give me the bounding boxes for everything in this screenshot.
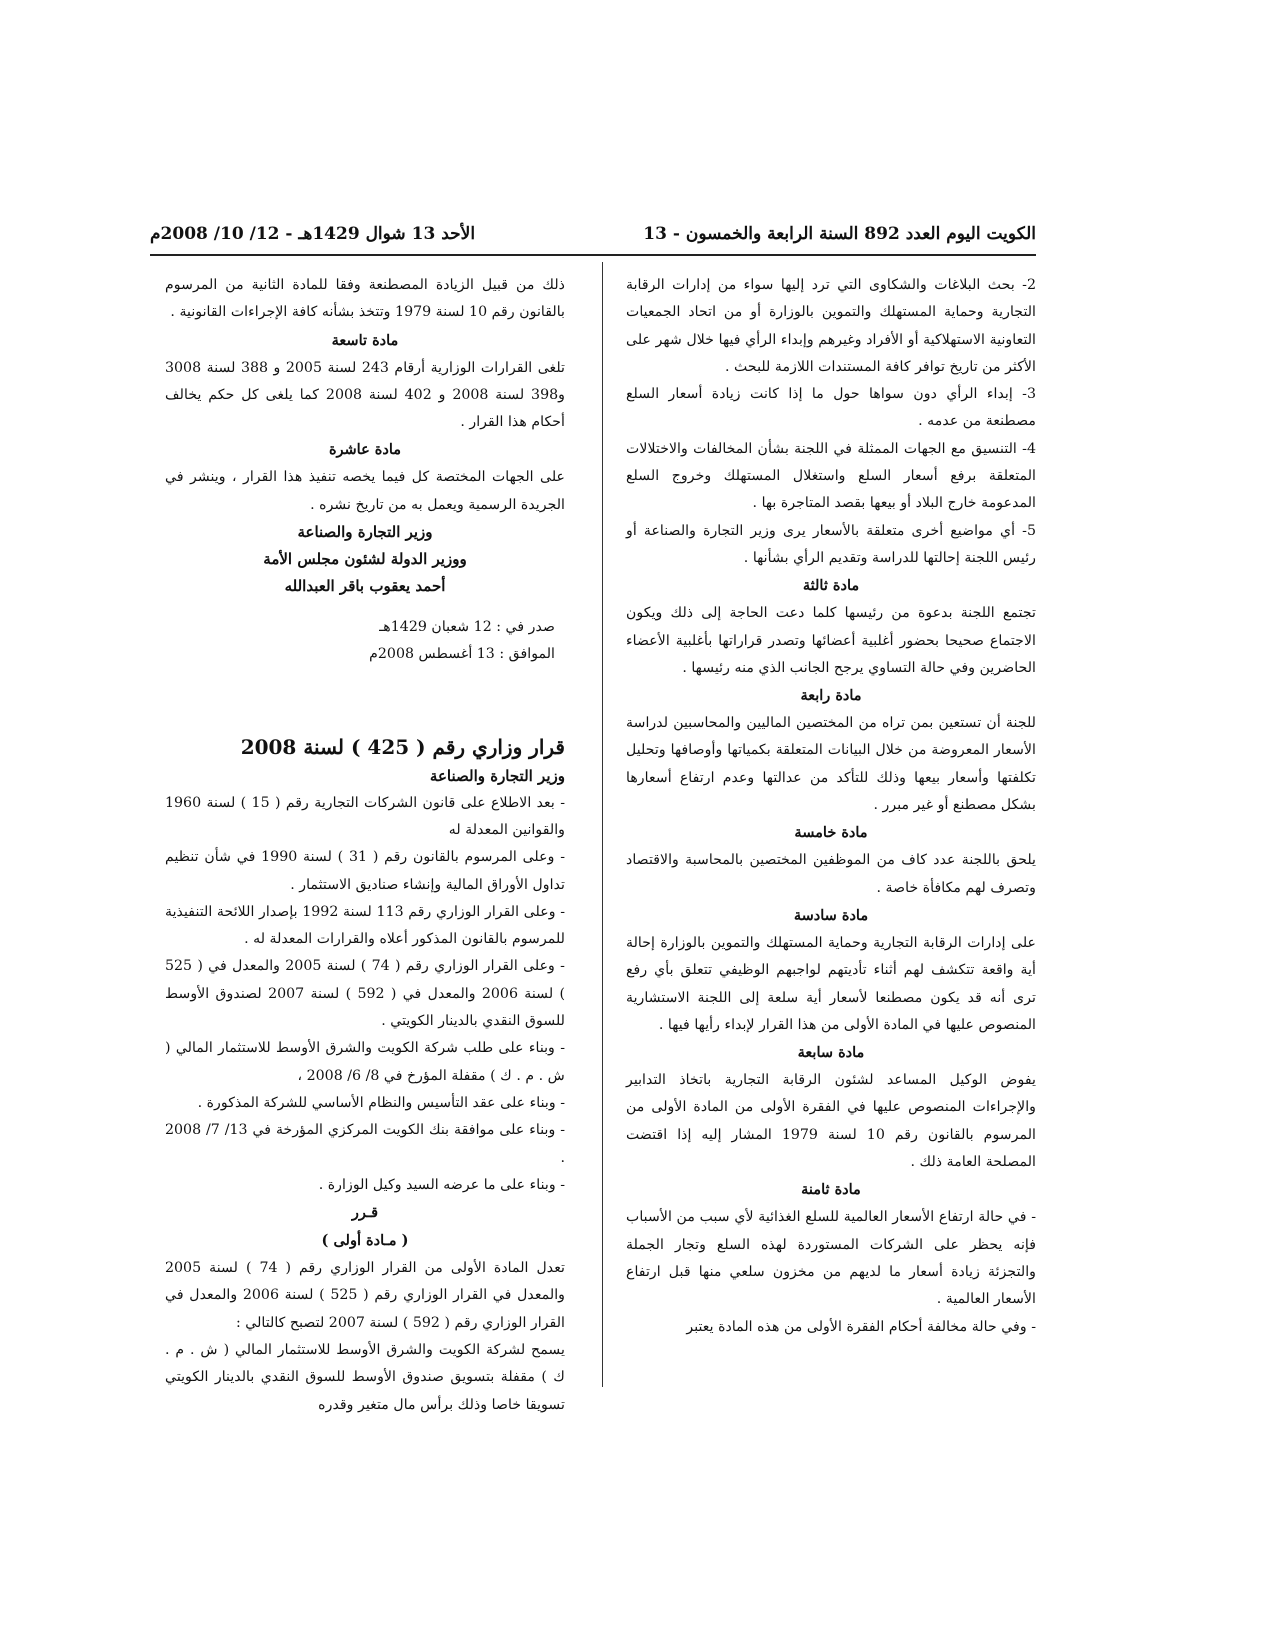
article-5-text: يلحق باللجنة عدد كاف من الموظفين المختصين بالمحاسبة والاقتصاد وتصرف لهم مكافأة خاصة . (626, 852, 1036, 896)
item-4: 4- التنسيق مع الجهات الممثلة في اللجنة بشأن المخالفات والاختلالات المتعلقة برفع أسعار السلع واستغلال المستهلك وخروج السلع المدعومة خارج البلاد أو بيعها بقصد المتاجرة بها . (626, 440, 1036, 512)
article-1-continuation: يسمح لشركة الكويت والشرق الأوسط للاستثمار المالي ( ش . م . ك ) مقفلة بتسويق صندوق الأوسط للسوق النقدي بالدينار الكويتي تسويقا خاصا وذلك برأس مال متغير وقدره (165, 1342, 565, 1413)
spacer (165, 600, 565, 614)
header-issue-info: الكويت اليوم العدد 892 السنة الرابعة والخمسون - 13 (643, 224, 1036, 244)
article-10-text: على الجهات المختصة كل فيما يخصه تنفيذ هذا القرار ، وينشر في الجريدة الرسمية ويعمل به من تاريخ نشره . (165, 469, 565, 513)
right-column (626, 272, 1036, 1341)
article-4-title: مادة رابعة (800, 687, 862, 705)
header-date: الأحد 13 شوال 1429هـ - 12/ 10/ 2008م (150, 224, 476, 244)
article-8-para-1: - في حالة ارتفاع الأسعار العالمية للسلع الغذائية لأي سبب من الأسباب فإنه يحظر على الشركات المستوردة لهذه السلع وتجار الجملة والتجزئة زيادة أسعار ما لديهم من مخزون سلعي منها قبل ارتفاع الأسعار العالمية . (626, 1209, 1036, 1308)
article-3-text: تجتمع اللجنة بدعوة من رئيسها كلما دعت الحاجة إلى ذلك ويكون الاجتماع صحيحا بحضور أغلبية أعضائها وتصدر قراراتها بأغلبية الأعضاء الحاضرين وفي حالة التساوي يرجح الجانب الذي منه رئيسها . (626, 605, 1036, 676)
decides-heading: قـرر (351, 1204, 379, 1222)
article-6-text: على إدارات الرقابة التجارية وحماية المستهلك والتموين بالوزارة إحالة أية واقعة تتكشف لهم أثناء تأديتهم لواجبهم الوظيفي تتعلق بأي رفع ترى أنه قد يكون مصطنعا لأسعار أية سلعة إلى اللجنة الاستشارية المنصوص عليها في المادة الأولى من هذا القرار لإبداء رأيها فيها . (626, 934, 1036, 1033)
article-3-title: مادة ثالثة (802, 577, 860, 595)
page-header (150, 222, 1036, 256)
minister-heading: وزير التجارة والصناعة (429, 766, 565, 785)
item-5: 5- أي مواضيع أخرى متعلقة بالأسعار يرى وزير التجارة والصناعة أو رئيس اللجنة إحالتها للدراسة وتقديم الرأي بشأنها . (626, 522, 1036, 566)
article-7-title: مادة سابعة (797, 1044, 865, 1062)
signature-name: أحمد يعقوب باقر العبدالله (284, 577, 446, 596)
continuation-text: ذلك من قبيل الزيادة المصطنعة وفقا للمادة الثانية من المرسوم بالقانون رقم 10 لسنة 1979 وتتخذ بشأنه كافة الإجراءات القانونية . (165, 277, 565, 321)
article-6-title: مادة سادسة (793, 906, 869, 924)
article-1-title: ( مـادة أولى ) (321, 1232, 409, 1250)
article-10-title: مادة عاشرة (328, 441, 402, 459)
signature-title-2: ووزير الدولة لشئون مجلس الأمة (263, 550, 467, 569)
preamble-7: - وبناء على موافقة بنك الكويت المركزي المؤرخة في 13/ 7/ 2008 . (165, 1122, 565, 1166)
article-9-title: مادة تاسعة (331, 331, 399, 349)
article-9-text: تلغى القرارات الوزارية أرقام 243 لسنة 2005 و 388 لسنة 3008 و398 لسنة 2008 و 402 لسنة 2008 كما يلغى كل حكم يخالف أحكام هذا القرار . (165, 359, 566, 431)
preamble-5: - وبناء على طلب شركة الكويت والشرق الأوسط للاستثمار المالي ( ش . م . ك ) مقفلة المؤرخ في 8/ 6/ 2008 ، (165, 1040, 565, 1084)
preamble-2: - وعلى المرسوم بالقانون رقم ( 31 ) لسنة 1990 في شأن تنظيم تداول الأوراق المالية وإنشاء صناديق الاستثمار . (165, 849, 566, 893)
preamble-1: - بعد الاطلاع على قانون الشركات التجارية رقم ( 15 ) لسنة 1960 والقوانين المعدلة له (165, 794, 565, 838)
corresponding-date: الموافق : 13 أغسطس 2008م (369, 646, 555, 663)
article-4-text: للجنة أن تستعين بمن تراه من المختصين الماليين والمحاسبين لدراسة الأسعار المعروضة من خلال البيانات المتعلقة بكمياتها وأوصافها وتحليل تكلفتها وأسعار بيعها وذلك للتأكد من عدالتها وعدم ارتفاع أسعارها بشكل مصطنع أو غير مبرر . (626, 715, 1036, 814)
issued-date: صدر في : 12 شعبان 1429هـ (379, 619, 555, 636)
decree-title: قرار وزاري رقم ( 425 ) لسنة 2008 (240, 734, 565, 759)
item-3: 3- إبداء الرأي دون سواها حول ما إذا كانت زيادة أسعار السلع مصطنعة من عدمه . (626, 386, 1036, 430)
article-1-text: تعدل المادة الأولى من القرار الوزاري رقم ( 74 ) لسنة 2005 والمعدل في القرار الوزاري رقم ( 525 ) لسنة 2006 والمعدل في القرار الوزاري رقم ( 592 ) لسنة 2007 لتصبح كالتالي : (165, 1260, 565, 1331)
preamble-8: - وبناء على ما عرضه السيد وكيل الوزارة . (318, 1176, 565, 1193)
column-divider (602, 262, 603, 1387)
article-8-title: مادة ثامنة (801, 1181, 861, 1199)
preamble-4: - وعلى القرار الوزاري رقم ( 74 ) لسنة 2005 والمعدل في ( 525 ) لسنة 2006 والمعدل في ( 592 ) لسنة 2007 لصندوق الأوسط للسوق النقدي بالدينار الكويتي . (165, 958, 565, 1030)
article-7-text: يفوض الوكيل المساعد لشئون الرقابة التجارية باتخاذ التدابير والإجراءات المنصوص عليها في الفقرة الأولى من المادة الأولى من المرسوم بالقانون رقم 10 لسنة 1979 المشار إليه إذا اقتضت المصلحة العامة ذلك . (626, 1072, 1036, 1171)
left-column (165, 272, 565, 1419)
preamble-6: - وبناء على عقد التأسيس والنظام الأساسي للشركة المذكورة . (197, 1094, 565, 1111)
article-8-para-2: - وفي حالة مخالفة أحكام الفقرة الأولى من هذه المادة يعتبر (686, 1318, 1036, 1335)
article-5-title: مادة خامسة (794, 824, 868, 842)
preamble-3: - وعلى القرار الوزاري رقم 113 لسنة 1992 بإصدار اللائحة التنفيذية للمرسوم بالقانون المذكور أعلاه والقرارات المعدلة له . (165, 903, 565, 948)
signature-title-1: وزير التجارة والصناعة (297, 523, 433, 542)
item-2: 2- بحث البلاغات والشكاوى التي ترد إليها سواء من إدارات الرقابة التجارية وحماية المستهلك والتموين بالوزارة أو من اتحاد الجمعيات التعاونية الاستهلاكية أو الأفراد وغيرهم وإبداء الرأي فيها خلال شهر على الأكثر من تاريخ توافر كافة المستندات اللازمة للبحث . (626, 277, 1036, 375)
